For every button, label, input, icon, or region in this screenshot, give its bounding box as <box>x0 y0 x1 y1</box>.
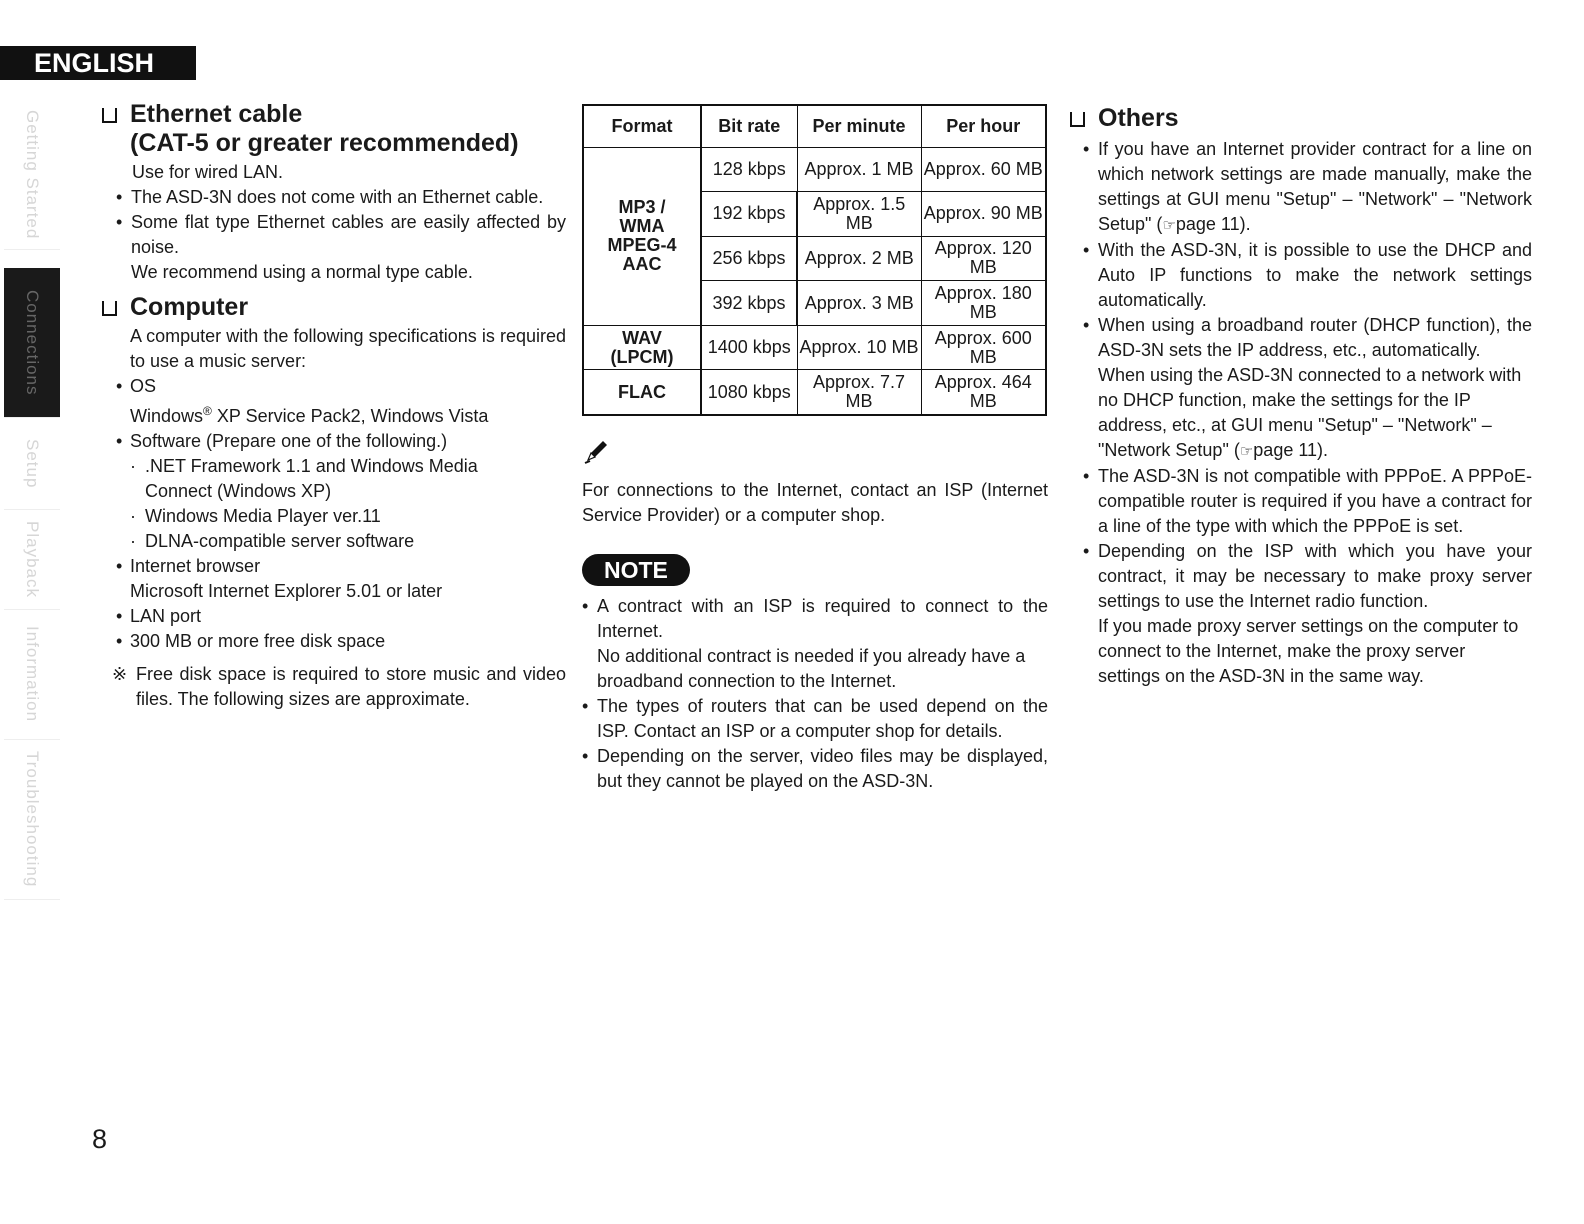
os-name: Windows <box>130 406 204 426</box>
page-number: 8 <box>92 1124 108 1154</box>
registered-mark: ® <box>203 404 212 418</box>
disk-bullet: • 300 MB or more free disk space <box>98 629 566 654</box>
note-item: • A contract with an ISP is required to connect to the Internet. <box>582 594 1048 644</box>
format-mp3-wma-aac: MP3 / WMA MPEG-4 AAC <box>583 147 701 325</box>
side-navigation <box>4 100 60 900</box>
memo-text: For connections to the Internet, contact an ISP (Internet Service Provider) or a computer shop. <box>582 479 1048 525</box>
note-badge: NOTE <box>582 554 690 586</box>
computer-section-title <box>98 293 566 322</box>
header-per-hour: Per hour <box>921 105 1046 147</box>
table-header-row <box>583 105 1046 147</box>
header-bitrate: Bit rate <box>701 105 797 147</box>
format-flac: FLAC <box>583 370 701 415</box>
ethernet-title: Ethernet cable <box>130 100 303 128</box>
column-left <box>98 100 566 712</box>
others-item-continued: If you made proxy server settings on the computer to connect to the Internet, make the proxy server settings on the ASD-3N in the same way. <box>1098 616 1519 686</box>
page-ref-hand-icon: ☞ <box>1162 217 1176 234</box>
checkbox-square-icon <box>102 301 117 316</box>
checkbox-square-icon <box>1070 112 1085 127</box>
others-item: • With the ASD-3N, it is possible to use the DHCP and Auto IP functions to make the network settings automatically. <box>1066 238 1532 313</box>
cell-bitrate: 128 kbps <box>701 147 797 192</box>
note-item: • Depending on the server, video files may be displayed, but they cannot be played on the ASD-3N. <box>582 744 1048 794</box>
cell-per-minute: Approx. 3 MB <box>797 281 921 326</box>
others-item-text: When using the ASD-3N connected to a network with no DHCP function, make the settings for the IP address, etc., at GUI menu "Setup" – "Network" – "Network Setup" ( <box>1098 365 1522 460</box>
pencil-icon <box>582 436 1048 466</box>
cell-bitrate: 256 kbps <box>701 236 797 281</box>
lan-bullet: • LAN port <box>98 604 566 629</box>
side-nav-getting-started[interactable] <box>4 100 60 250</box>
cell-bitrate: 1400 kbps <box>701 325 797 370</box>
cell-per-hour: Approx. 180 MB <box>921 281 1046 326</box>
cell-per-minute: Approx. 7.7 MB <box>797 370 921 415</box>
software-option: · .NET Framework 1.1 and Windows Media <box>98 454 566 479</box>
page-ref-hand-icon: ☞ <box>1239 443 1254 460</box>
cell-per-minute: Approx. 10 MB <box>797 325 921 370</box>
cell-bitrate: 192 kbps <box>701 192 797 237</box>
os-bullet: • OS <box>98 374 566 399</box>
cell-per-hour: Approx. 600 MB <box>921 325 1046 370</box>
checkbox-square-icon <box>102 108 117 123</box>
cell-bitrate: 1080 kbps <box>701 370 797 415</box>
ethernet-bullet: • Some flat type Ethernet cables are easily affected by noise. <box>98 210 566 260</box>
software-option: · Windows Media Player ver.11 <box>98 504 566 529</box>
side-nav-label: Setup <box>23 438 42 489</box>
ethernet-bullet-continued: We recommend using a normal type cable. <box>131 262 473 282</box>
ethernet-intro: Use for wired LAN. <box>132 162 284 182</box>
ethernet-subtitle: (CAT-5 or greater recommended) <box>130 129 519 157</box>
note-item-continued: No additional contract is needed if you already have a broadband connection to the Internet. <box>597 645 1026 691</box>
format-wav: WAV (LPCM) <box>583 325 701 370</box>
others-item: • Depending on the ISP with which you have your contract, it may be necessary to make proxy server settings to use the Internet radio function. <box>1066 539 1532 614</box>
side-nav-label: Troubleshooting <box>23 751 42 888</box>
side-nav-information[interactable] <box>4 610 60 740</box>
cell-per-hour: Approx. 120 MB <box>921 236 1046 281</box>
cell-per-hour: Approx. 60 MB <box>921 147 1046 192</box>
side-nav-connections[interactable] <box>4 268 60 418</box>
software-option-continued: Connect (Windows XP) <box>145 481 332 501</box>
cell-bitrate: 392 kbps <box>701 281 797 326</box>
computer-title: Computer <box>130 293 249 321</box>
cell-per-minute: Approx. 2 MB <box>797 236 921 281</box>
file-size-table <box>582 104 1047 416</box>
note-item: • The types of routers that can be used depend on the ISP. Contact an ISP or a computer shop for details. <box>582 694 1048 744</box>
browser-bullet: • Internet browser <box>98 554 566 579</box>
others-item <box>1066 137 1532 238</box>
side-nav-label: Getting Started <box>23 109 42 240</box>
software-bullet: • Software (Prepare one of the following.) <box>98 429 566 454</box>
side-nav-troubleshooting[interactable] <box>4 740 60 900</box>
side-nav-label: Playback <box>23 521 42 598</box>
browser-value: Microsoft Internet Explorer 5.01 or later <box>130 581 443 601</box>
others-item: • The ASD-3N is not compatible with PPPoE. A PPPoE-compatible router is required if you have a contract for a line of the type with which the PPPoE is set. <box>1066 464 1532 539</box>
table-row <box>583 325 1046 370</box>
table-row <box>583 370 1046 415</box>
cell-per-hour: Approx. 464 MB <box>921 370 1046 415</box>
language-tab: ENGLISH <box>0 46 196 80</box>
side-nav-setup[interactable] <box>4 418 60 510</box>
software-option: · DLNA-compatible server software <box>98 529 566 554</box>
page-ref-text[interactable]: page 11). <box>1253 440 1329 460</box>
column-middle <box>582 104 1048 794</box>
cell-per-minute: Approx. 1.5 MB <box>797 192 921 237</box>
table-row <box>583 147 1046 192</box>
os-value <box>98 399 566 429</box>
cell-per-minute: Approx. 1 MB <box>797 147 921 192</box>
others-item-continued <box>1066 363 1532 464</box>
disk-space-note: ※ Free disk space is required to store music and video files. The following sizes are approximate. <box>98 662 566 712</box>
os-versions: XP Service Pack2, Windows Vista <box>211 406 489 426</box>
others-title: Others <box>1098 104 1179 132</box>
page-ref-text[interactable]: page 11). <box>1175 214 1251 234</box>
side-nav-playback[interactable] <box>4 510 60 610</box>
ethernet-bullet: • The ASD-3N does not come with an Ethernet cable. <box>98 185 566 210</box>
column-right <box>1066 104 1532 689</box>
ethernet-section-title <box>98 100 566 158</box>
side-nav-label: Information <box>23 626 42 723</box>
others-section-title <box>1066 104 1532 133</box>
header-format: Format <box>583 105 701 147</box>
others-item-text: If you have an Internet provider contract for a line on which network settings are made manually, make the settings at GUI menu "Setup" – "Network" – "Network Setup" ( <box>1098 139 1532 234</box>
cell-per-hour: Approx. 90 MB <box>921 192 1046 237</box>
computer-intro: A computer with the following specifications is required to use a music server: <box>130 326 566 371</box>
header-per-minute: Per minute <box>797 105 921 147</box>
others-item: • When using a broadband router (DHCP function), the ASD-3N sets the IP address, etc., automatically. <box>1066 313 1532 363</box>
side-nav-label: Connections <box>23 289 42 396</box>
